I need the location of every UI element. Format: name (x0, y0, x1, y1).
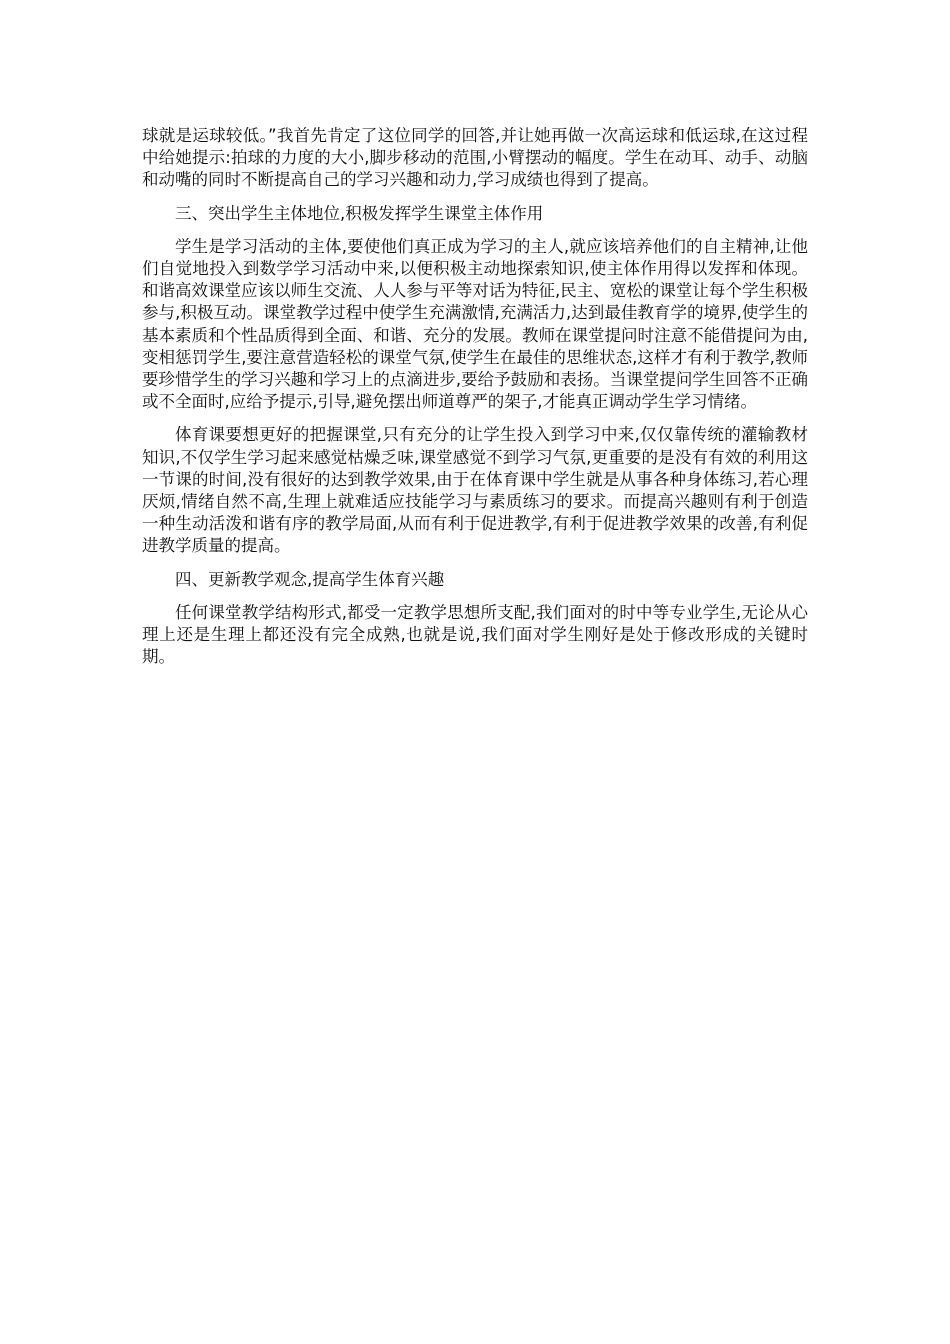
paragraph-pe-classroom: 体育课要想更好的把握课堂,只有充分的让学生投入到学习中来,仅仅靠传统的灌输教材知识,不仅学生学习起来感觉枯燥乏味,课堂感觉不到学习气氛,更重要的是没有有效的利用这一节课的时间,没有很好的达到教学效果,由于在体育课中学生就是从事各种身体练习,若心理厌烦,情绪自然不高,生理上就难适应技能学习与素质练习的要求。而提高兴趣则有利于创造一种生动活泼和谐有序的教学局面,从而有利于促进教学,有利于促进教学效果的改善,有利促进教学质量的提高。 (142, 425, 808, 556)
document-page (142, 125, 808, 679)
paragraph-teaching-concept: 任何课堂教学结构形式,都受一定教学思想所支配,我们面对的时中等专业学生,无论从心理上还是生理上都还没有完全成熟,也就是说,我们面对学生刚好是处于修改形成的关键时期。 (142, 602, 808, 667)
paragraph-continuation: 球就是运球较低。”我首先肯定了这位同学的回答,并让她再做一次高运球和低运球,在这过程中给她提示:拍球的力度的大小,脚步移动的范围,小臂摆动的幅度。学生在动耳、动手、动脑和动嘴的同时不断提高自己的学习兴趣和动力,学习成绩也得到了提高。 (142, 126, 808, 190)
section-heading-four: 四、更新教学观念,提高学生体育兴趣 (175, 569, 445, 589)
paragraph-student-subject: 学生是学习活动的主体,要使他们真正成为学习的主人,就应该培养他们的自主精神,让他们自觉地投入到数学学习活动中来,以便积极主动地探索知识,使主体作用得以发挥和体现。和谐高效课堂应该以师生交流、人人参与平等对话为特征,民主、宽松的课堂让每个学生积极参与,积极互动。课堂教学过程中使学生充满激情,充满活力,达到最佳教育学的境界,使学生的基本素质和个性品质得到全面、和谐、充分的发展。教师在课堂提问时注意不能借提问为由,变相惩罚学生,要注意营造轻松的课堂气氛,使学生在最佳的思维状态,这样才有利于教学,教师要珍惜学生的学习兴趣和学习上的点滴进步,要给予鼓励和表扬。当课堂提问学生回答不正确或不全面时,应给予提示,引导,避免摆出师道尊严的架子,才能真正调动学生学习情绪。 (142, 236, 808, 412)
section-heading-three: 三、突出学生主体地位,积极发挥学生课堂主体作用 (175, 203, 544, 223)
